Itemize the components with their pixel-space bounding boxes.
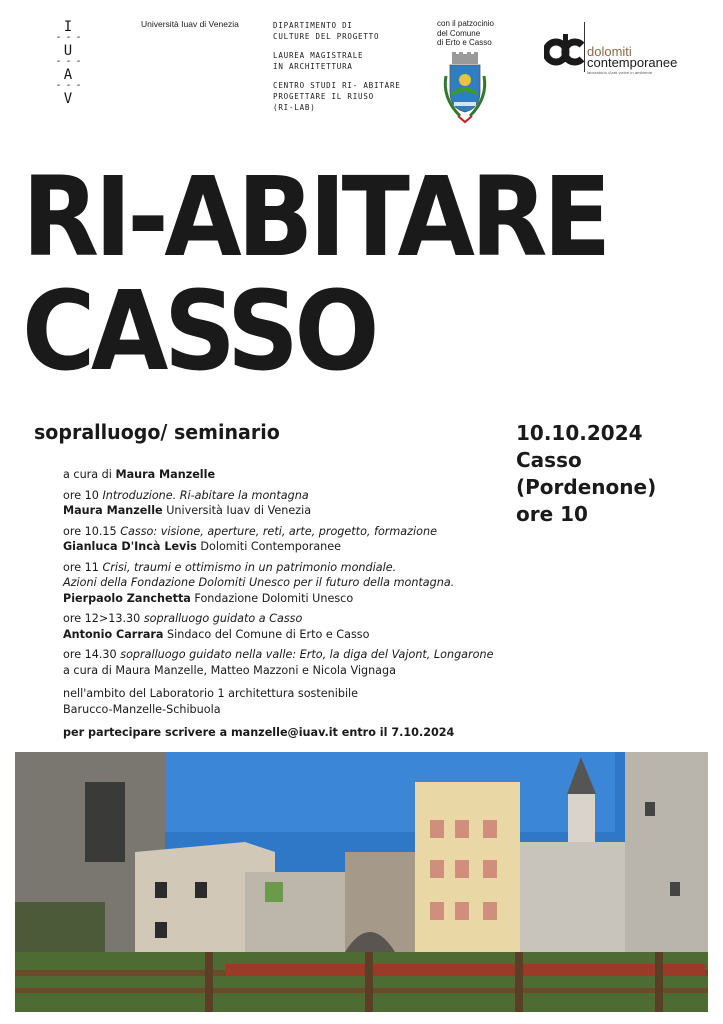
program-topic: Azioni della Fondazione Dolomiti Unesco per il futuro della montagna. — [63, 576, 455, 589]
context-note — [63, 686, 523, 717]
program-item — [63, 488, 523, 519]
program-speaker: Gianluca D'Incà Levis — [63, 540, 197, 553]
partner-tagline: laboratorio d'arti visive in ambiente — [587, 70, 653, 75]
event-datetime — [516, 420, 656, 528]
department-line: CULTURE DEL PROGETTO — [273, 32, 380, 41]
patronage-line: del Comune — [437, 28, 481, 38]
iuav-letter: A — [63, 67, 73, 83]
program-time: ore 12>13.30 — [63, 612, 141, 625]
program-time: ore 11 — [63, 560, 99, 574]
program-affiliation: Università Iuav di Venezia — [166, 504, 312, 517]
iuav-letter: U — [63, 43, 73, 59]
registration-contact: per partecipare scrivere a manzelle@iuav.it entro il 7.10.2024 — [63, 726, 455, 739]
program-affiliation: Dolomiti Contemporanee — [200, 540, 342, 553]
program-item — [63, 560, 523, 607]
iuav-letter: V — [63, 91, 73, 107]
department-info — [273, 20, 401, 113]
iuav-logo — [54, 20, 82, 106]
program-time: ore 10 — [63, 488, 99, 502]
iuav-divider: - - - — [55, 32, 81, 43]
patronage-text — [437, 19, 494, 48]
context-line: nell'ambito del Laboratorio 1 architettura sostenibile — [63, 687, 359, 700]
program-speaker: Pierpaolo Zanchetta — [63, 591, 191, 605]
center-line: PROGETTARE IL RIUSO — [273, 92, 374, 101]
program-item — [63, 611, 523, 642]
iuav-divider: - - - — [55, 56, 81, 67]
degree-line: IN ARCHITETTURA — [273, 62, 353, 71]
iuav-letter: I — [63, 19, 73, 35]
degree-line: LAUREA MAGISTRALE — [273, 51, 364, 60]
program-credit: a cura di Maura Manzelle, Matteo Mazzoni e Nicola Vignaga — [63, 663, 396, 677]
program-item — [63, 524, 523, 555]
page-title-line1: RI-ABITARE — [22, 153, 607, 281]
village-photo — [15, 752, 708, 1012]
program-topic: Crisi, traumi e ottimismo in un patrimonio mondiale. — [102, 560, 397, 574]
curator-name: Maura Manzelle — [115, 468, 216, 481]
department-line: DIPARTIMENTO DI — [273, 21, 353, 30]
logo-divider — [584, 22, 585, 72]
center-line: (RI-LAB) — [273, 103, 316, 112]
center-line: CENTRO STUDI RI- ABITARE — [273, 81, 401, 90]
program-affiliation: Sindaco del Comune di Erto e Casso — [167, 627, 370, 641]
university-name: Università Iuav di Venezia — [141, 19, 239, 29]
patronage-line: con il patzocinio — [437, 19, 494, 28]
program-topic: Introduzione. Ri-abitare la montagna — [102, 488, 309, 502]
curator-prefix: a cura di — [63, 468, 112, 481]
program-topic: Casso: visione, aperture, reti, arte, progetto, formazione — [120, 524, 437, 538]
coat-of-arms-icon — [440, 52, 490, 124]
event-time: ore 10 — [516, 502, 588, 526]
program-topic: sopralluogo guidato nella valle: Erto, la diga del Vajont, Longarone — [120, 648, 494, 661]
program-time: ore 14.30 — [63, 648, 117, 661]
program-affiliation: Fondazione Dolomiti Unesco — [194, 591, 354, 605]
partner-name-line2: contemporanee — [587, 55, 678, 70]
program — [63, 467, 523, 722]
iuav-divider: - - - — [55, 80, 81, 91]
program-item — [63, 647, 523, 678]
program-speaker: Antonio Carrara — [63, 627, 164, 641]
event-subtitle: sopralluogo/ seminario — [34, 420, 280, 444]
patronage-line: di Erto e Casso — [437, 38, 492, 47]
page-title-line2: CASSO — [22, 267, 375, 395]
event-place: Casso — [516, 448, 582, 472]
context-line: Barucco-Manzelle-Schibuola — [63, 702, 221, 716]
partner-name-line1: dolomiti — [587, 44, 632, 59]
program-speaker: Maura Manzelle — [63, 504, 163, 517]
event-date: 10.10.2024 — [516, 421, 643, 445]
curator-line — [63, 467, 523, 483]
dolomiti-contemporanee-logo-icon — [544, 32, 584, 72]
event-place-region: (Pordenone) — [516, 475, 657, 499]
program-topic: sopralluogo guidato a Casso — [143, 612, 303, 625]
program-time: ore 10.15 — [63, 524, 117, 538]
